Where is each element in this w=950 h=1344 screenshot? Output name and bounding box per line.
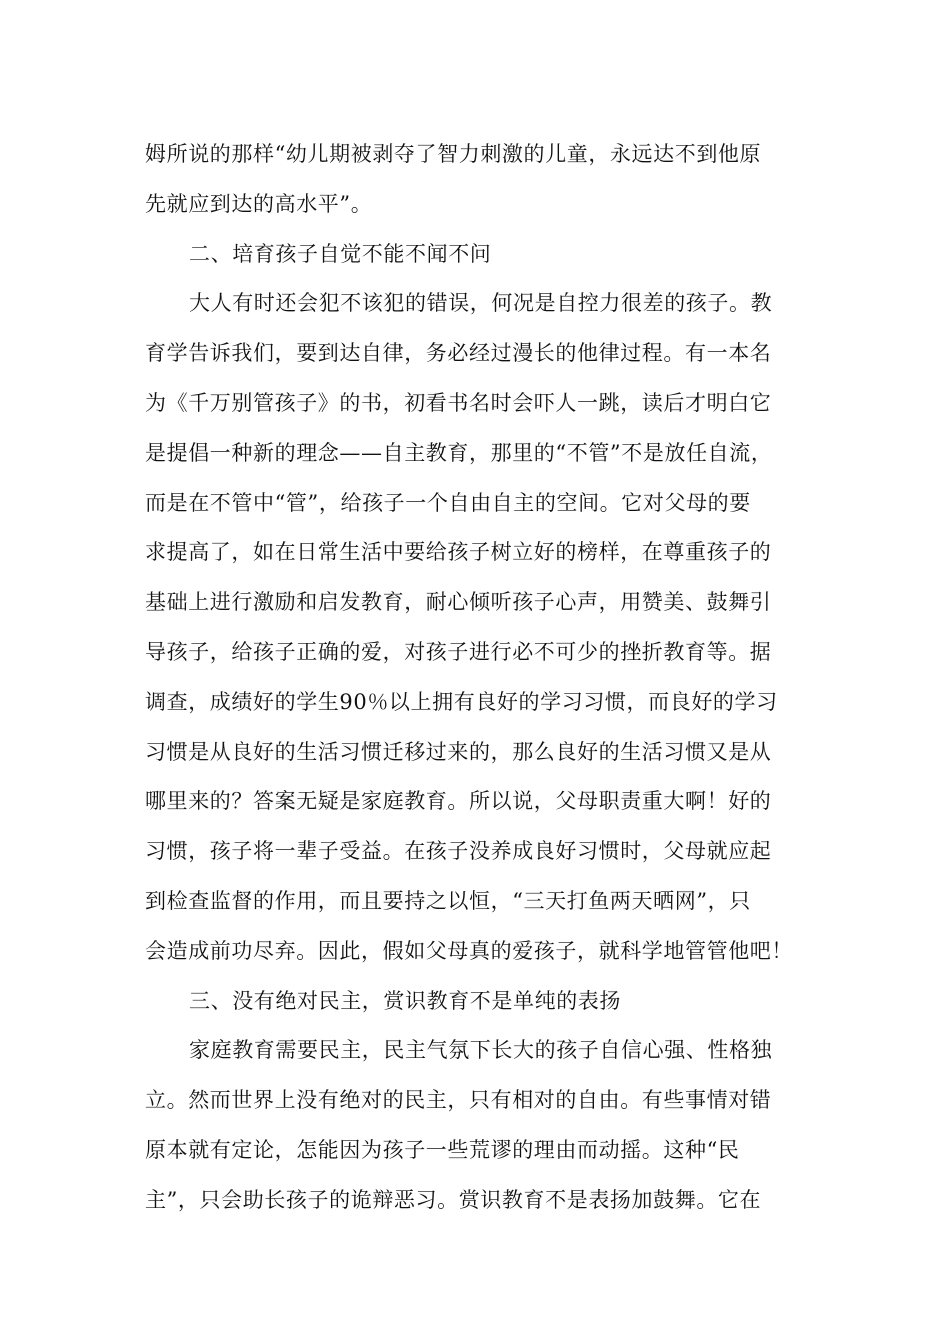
section-heading: 三、没有绝对民主，赏识教育不是单纯的表扬 bbox=[189, 988, 621, 1013]
text-line: 立。然而世界上没有绝对的民主，只有相对的自由。有些事情对错 bbox=[145, 1088, 772, 1113]
text-line: 会造成前功尽弃。因此，假如父母真的爱孩子，就科学地管管他吧！ bbox=[145, 938, 793, 963]
text-line: 原本就有定论，怎能因为孩子一些荒谬的理由而动摇。这种“民 bbox=[145, 1137, 740, 1162]
text-line: 习惯，孩子将一辈子受益。在孩子没养成良好习惯时，父母就应起 bbox=[145, 839, 772, 864]
text-line: 是提倡一种新的理念——自主教育，那里的“不管”不是放任自流， bbox=[145, 440, 773, 465]
text-line: 到检查监督的作用，而且要持之以恒，“三天打鱼两天晒网”，只 bbox=[145, 888, 751, 913]
text-line: 基础上进行激励和启发教育，耐心倾听孩子心声，用赞美、鼓舞引 bbox=[145, 590, 772, 615]
text-line: 哪里来的？答案无疑是家庭教育。所以说，父母职责重大啊！好的 bbox=[145, 789, 772, 814]
text-line: 为《千万别管孩子》的书，初看书名时会吓人一跳，读后才明白它 bbox=[145, 390, 772, 415]
text-line: 先就应到达的高水平”。 bbox=[145, 191, 373, 216]
text-line: 调查，成绩好的学生90％以上拥有良好的学习习惯，而良好的学习 bbox=[145, 689, 778, 714]
text-line: 习惯是从良好的生活习惯迁移过来的，那么良好的生活习惯又是从 bbox=[145, 739, 772, 764]
text-line: 育学告诉我们，要到达自律，务必经过漫长的他律过程。有一本名 bbox=[145, 341, 772, 366]
text-line: 求提高了，如在日常生活中要给孩子树立好的榜样，在尊重孩子的 bbox=[145, 540, 772, 565]
text-line: 导孩子，给孩子正确的爱，对孩子进行必不可少的挫折教育等。据 bbox=[145, 639, 772, 664]
text-line: 家庭教育需要民主，民主气氛下长大的孩子自信心强、性格独 bbox=[189, 1038, 773, 1063]
text-line: 主”，只会助长孩子的诡辩恶习。赏识教育不是表扬加鼓舞。它在 bbox=[145, 1187, 762, 1212]
section-heading: 二、培育孩子自觉不能不闻不问 bbox=[189, 241, 492, 266]
text-line: 而是在不管中“管”，给孩子一个自由自主的空间。它对父母的要 bbox=[145, 490, 751, 515]
document-body bbox=[145, 130, 825, 1226]
text-line: 姆所说的那样“幼儿期被剥夺了智力刺激的儿童，永远达不到他原 bbox=[145, 142, 762, 166]
text-line: 大人有时还会犯不该犯的错误，何况是自控力很差的孩子。教 bbox=[189, 291, 773, 316]
